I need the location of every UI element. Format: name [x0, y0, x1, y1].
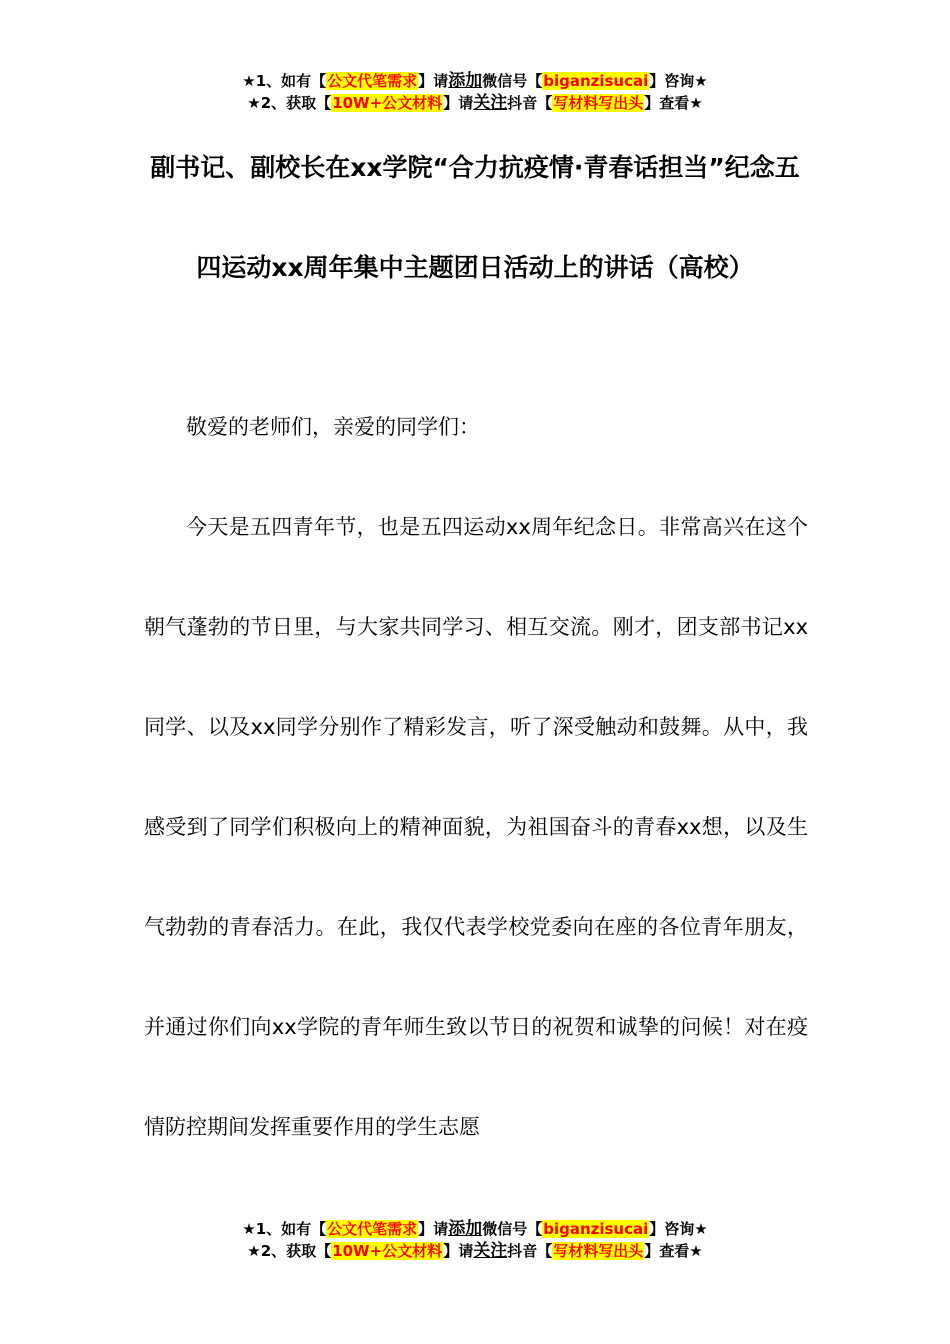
banner-text: 】咨询★	[649, 1220, 708, 1238]
banner-emphasis: 关注	[473, 93, 508, 113]
banner-text: 】请	[443, 94, 474, 112]
header-banner	[0, 70, 950, 114]
banner-line-2	[0, 1240, 950, 1262]
banner-text: 】咨询★	[649, 72, 708, 90]
banner-emphasis: 添加	[448, 1219, 483, 1239]
banner-text: 】查看★	[644, 94, 703, 112]
banner-emphasis: 添加	[448, 71, 483, 91]
banner-text: 】查看★	[644, 1242, 703, 1260]
banner-emphasis: 关注	[473, 1241, 508, 1261]
banner-highlight: 公文代笔需求	[327, 1220, 418, 1238]
document-body	[144, 377, 808, 1177]
banner-text: ★2、获取【	[247, 1242, 332, 1260]
banner-text: 】请	[443, 1242, 474, 1260]
banner-text: 抖音【	[507, 94, 553, 112]
banner-text: 抖音【	[507, 1242, 553, 1260]
banner-text: 微信号【	[482, 72, 543, 90]
banner-text: ★2、获取【	[247, 94, 332, 112]
banner-line-1	[0, 1218, 950, 1240]
banner-line-1	[0, 70, 950, 92]
banner-highlight: 公文代笔需求	[327, 72, 418, 90]
banner-text: ★1、如有【	[242, 1220, 327, 1238]
banner-highlight: biganzisucai	[543, 72, 649, 90]
footer-banner	[0, 1218, 950, 1262]
banner-line-2	[0, 92, 950, 114]
banner-text: 微信号【	[482, 1220, 543, 1238]
banner-highlight: 写材料写出头	[553, 94, 644, 112]
salutation: 敬爱的老师们，亲爱的同学们：	[186, 415, 480, 439]
banner-highlight: 10W+公文材料	[332, 1242, 443, 1260]
body-paragraph: 今天是五四青年节，也是五四运动xx周年纪念日。非常高兴在这个朝气蓬勃的节日里，与大家共同学习、相互交流。刚才，团支部书记xx同学、以及xx同学分别作了精彩发言，听了深受触动和鼓舞。从中，我感受到了同学们积极向上的精神面貌，为祖国奋斗的青春xx想，以及生气勃勃的青春活力。在此，我仅代表学校党委向在座的各位青年朋友，并通过你们向xx学院的青年师生致以节日的祝贺和诚挚的问候！对在疫情防控期间发挥重要作用的学生志愿	[144, 515, 808, 1139]
banner-text: 】请	[418, 1220, 449, 1238]
banner-highlight: biganzisucai	[543, 1220, 649, 1238]
document-title: 副书记、副校长在xx学院“合力抗疫情·青春话担当”纪念五四运动xx周年集中主题团日活动上的讲话（高校）	[150, 153, 800, 282]
banner-highlight: 写材料写出头	[553, 1242, 644, 1260]
banner-text: ★1、如有【	[242, 72, 327, 90]
banner-highlight: 10W+公文材料	[332, 94, 443, 112]
banner-text: 】请	[418, 72, 449, 90]
